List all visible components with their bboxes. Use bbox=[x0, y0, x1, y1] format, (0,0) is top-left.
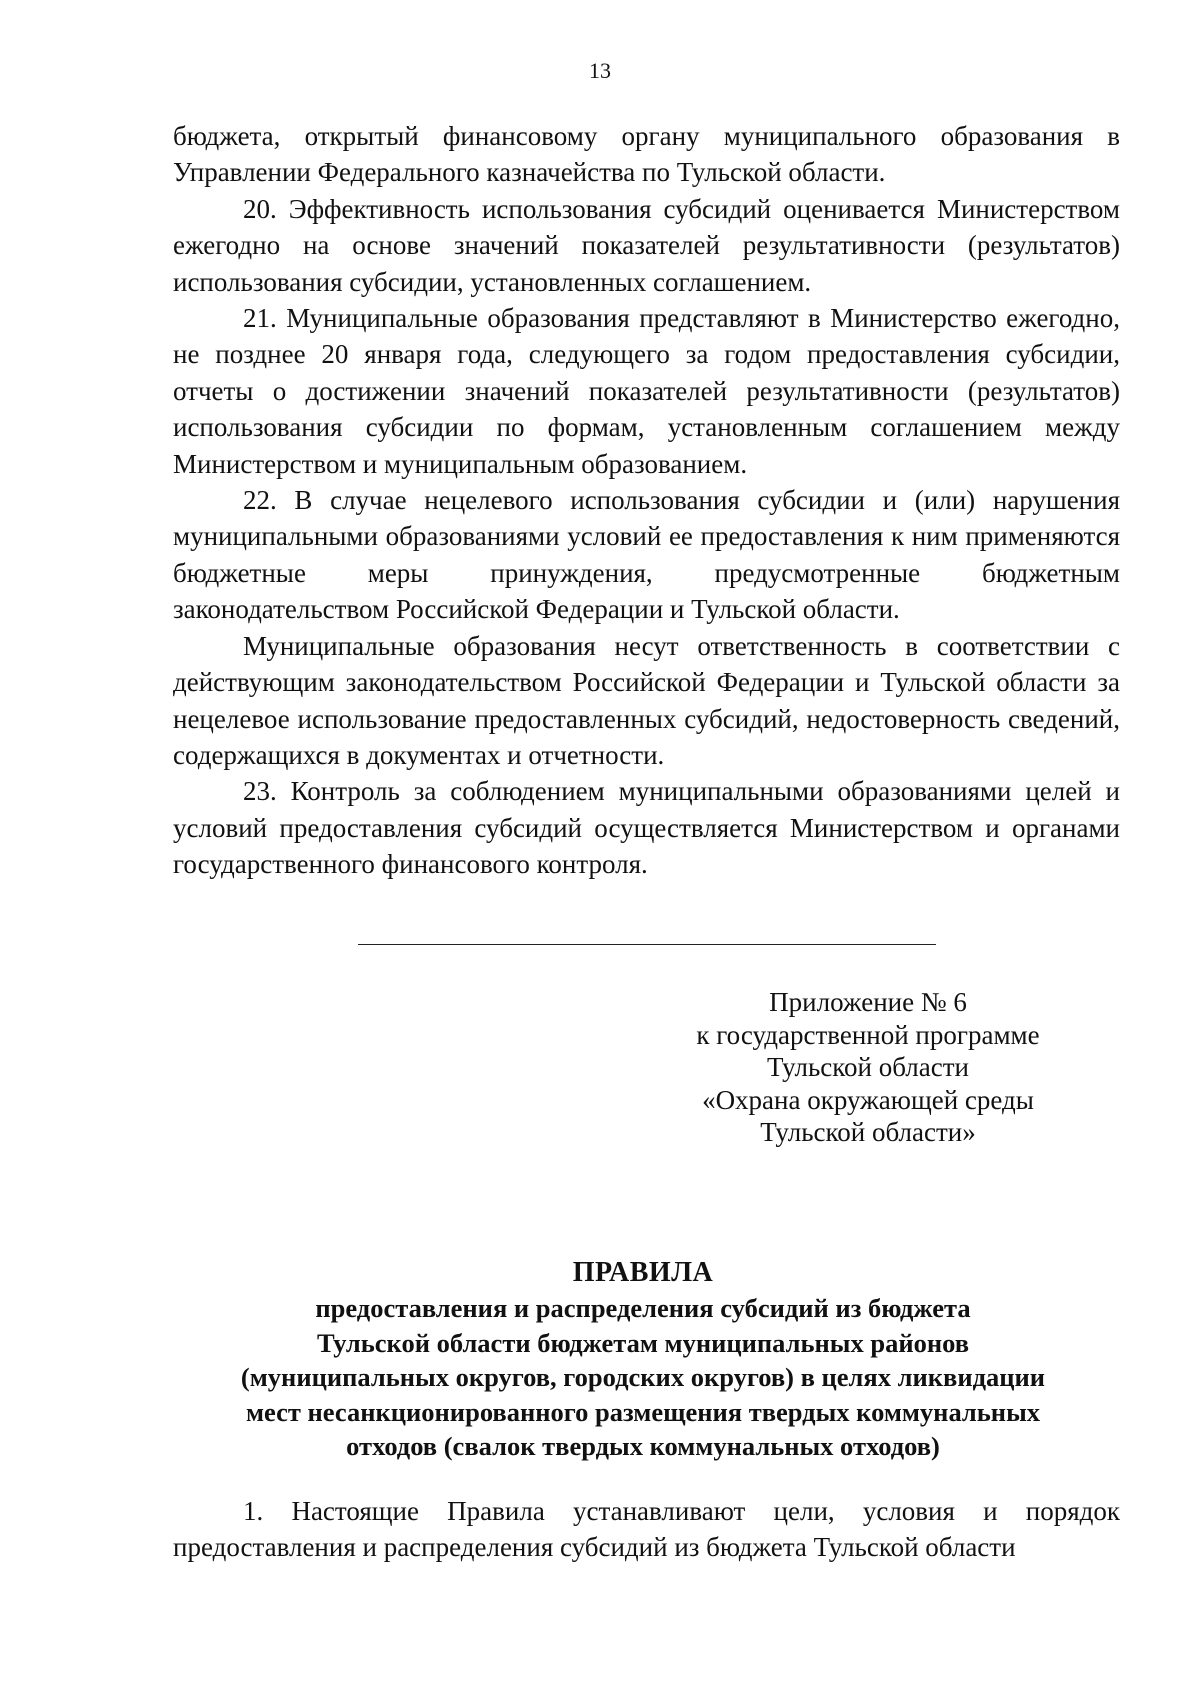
rules-subtitle bbox=[150, 1291, 1136, 1464]
paragraph-22: 22. В случае нецелевого использования субсидии и (или) нарушения муниципальными образованиями условий ее предоставления к ним применяются бюджетные меры принуждения, предусмотренные бюджетным законодательством Российской Федерации и Тульской области. bbox=[173, 485, 1120, 625]
section-divider bbox=[358, 944, 936, 945]
rules-intro bbox=[173, 1493, 1120, 1566]
appendix-header bbox=[668, 986, 1068, 1149]
paragraph-21: 21. Муниципальные образования представляют в Министерство ежегодно, не позднее 20 января года, следующего за годом предоставления субсидии, отчеты о достижении значений показателей результативности (результатов) использования субсидии по формам, установленным соглашением между Министерством и муниципальным образованием. bbox=[173, 303, 1120, 479]
rules-subtitle-line: отходов (свалок твердых коммунальных отходов) bbox=[346, 1431, 940, 1461]
paragraph-continuation: бюджета, открытый финансовому органу муниципального образования в Управлении Федерального казначейства по Тульской области. bbox=[173, 121, 1120, 188]
page-number: 13 bbox=[589, 58, 611, 83]
rules-subtitle-line: Тульской области бюджетам муниципальных районов bbox=[316, 1327, 970, 1358]
paragraph-1: 1. Настоящие Правила устанавливают цели, условия и порядок предоставления и распределения субсидий из бюджета Тульской области bbox=[173, 1496, 1120, 1563]
appendix-line: Тульской области» bbox=[760, 1117, 976, 1147]
appendix-line: Приложение № 6 bbox=[769, 987, 967, 1017]
appendix-line: Тульской области bbox=[767, 1052, 969, 1082]
rules-subtitle-line: (муниципальных округов, городских округов) в целях ликвидации bbox=[240, 1362, 1046, 1392]
rules-subtitle-line: мест несанкционированного размещения твердых коммунальных bbox=[245, 1396, 1041, 1427]
paragraph-23: 23. Контроль за соблюдением муниципальными образованиями целей и условий предоставления субсидий осуществляется Министерством и органами государственного финансового контроля. bbox=[173, 776, 1120, 880]
paragraph-20: 20. Эффективность использования субсидий оценивается Министерством ежегодно на основе значений показателей результативности (результатов) использования субсидии, установленных соглашением. bbox=[173, 193, 1120, 297]
appendix-line: к государственной программе bbox=[696, 1019, 1040, 1050]
rules-title: ПРАВИЛА bbox=[572, 1257, 714, 1288]
body-text bbox=[173, 118, 1120, 883]
rules-subtitle-line: предоставления и распределения субсидий из бюджета bbox=[315, 1293, 971, 1323]
appendix-line: «Охрана окружающей среды bbox=[702, 1084, 1034, 1115]
rules-heading bbox=[150, 1255, 1136, 1464]
paragraph-responsibility: Муниципальные образования несут ответственность в соответствии с действующим законодательством Российской Федерации и Тульской области за нецелевое использование предоставленных субсидий, недостоверность сведений, содержащихся в документах и отчетности. bbox=[173, 630, 1120, 770]
